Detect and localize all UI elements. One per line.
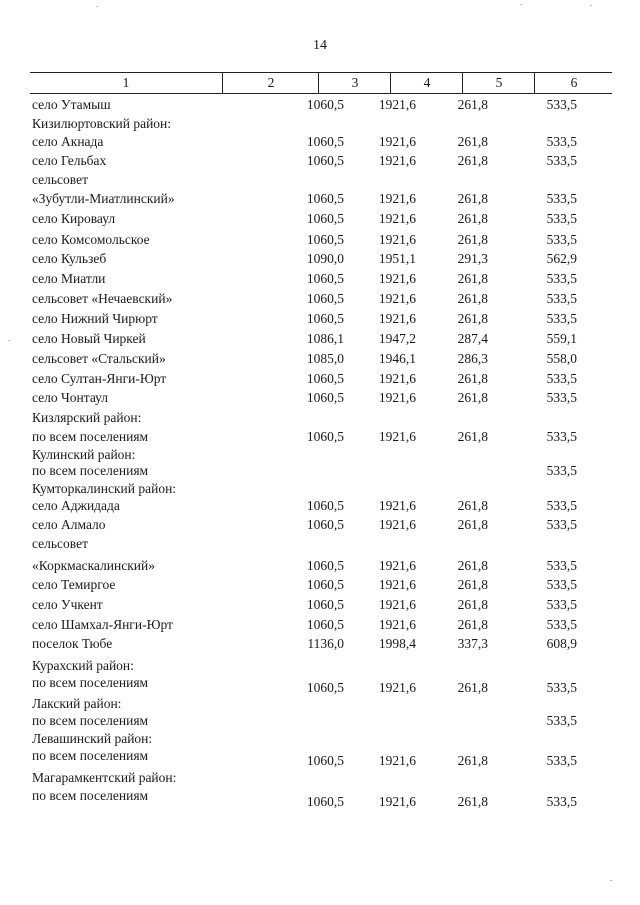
value-col-6: 533,5 [546,577,577,592]
row-label: село Аджидада [32,498,120,513]
value-col-5: 261,8 [457,794,488,809]
value-col-6: 533,5 [546,291,577,306]
value-col-4: 1921,6 [378,311,416,326]
value-col-4: 1921,6 [378,680,416,695]
value-col-6: 533,5 [546,232,577,247]
value-col-6: 558,0 [546,351,577,366]
value-col-4: 1921,6 [378,153,416,168]
row-label: село Чонтаул [32,390,109,405]
row-label: село Гельбах [32,153,107,168]
row-label: село Миатли [32,271,106,286]
value-col-4: 1921,6 [378,390,416,405]
row-label: по всем поселениям [32,429,149,444]
column-header-4: 4 [390,73,463,93]
row-label: «Коркмаскалинский» [32,558,155,573]
value-col-5: 261,8 [457,97,488,112]
table-row [0,515,640,534]
value-col-5: 261,8 [457,211,488,226]
value-col-4: 1921,6 [378,517,416,532]
column-header-5: 5 [462,73,535,93]
value-col-5: 261,8 [457,498,488,513]
table-row [0,349,640,368]
value-col-6: 533,5 [546,463,577,478]
table-row [0,170,640,189]
row-label: село Акнада [32,134,104,149]
scan-speck [520,4,522,5]
value-col-3: 1060,5 [306,558,344,573]
row-label: Кумторкалинский район: [32,481,177,496]
value-col-3: 1136,0 [307,636,344,651]
table-row [0,496,640,515]
table-row [0,209,640,228]
value-col-3: 1060,5 [306,577,344,592]
value-col-4: 1921,6 [378,97,416,112]
value-col-5: 261,8 [457,271,488,286]
value-col-4: 1921,6 [378,577,416,592]
value-col-6: 533,5 [546,713,577,728]
value-col-4: 1921,6 [378,597,416,612]
row-label: Левашинский район: [32,731,153,746]
value-col-4: 1921,6 [378,232,416,247]
value-col-4: 1921,6 [378,617,416,632]
value-col-3: 1090,0 [306,251,344,266]
row-label: поселок Тюбе [32,636,113,651]
value-col-3: 1060,5 [306,429,344,444]
row-label: село Шамхал-Янги-Юрт [32,617,173,632]
value-col-3: 1060,5 [306,97,344,112]
column-header-1: 1 [122,75,130,90]
table-row [0,534,640,553]
value-col-3: 1060,5 [306,390,344,405]
scan-speck [610,880,612,881]
value-col-5: 261,8 [457,680,488,695]
table-row [0,230,640,249]
value-col-5: 286,3 [457,351,488,366]
value-col-4: 1921,6 [378,191,416,206]
value-col-3: 1060,5 [306,211,344,226]
value-col-4: 1998,4 [378,636,416,651]
value-col-3: 1060,5 [306,271,344,286]
row-label: «Зубутли-Миатлинский» [32,191,175,206]
scan-speck [8,340,10,341]
row-label: Магарамкентский район: [32,770,177,785]
value-col-5: 261,8 [457,617,488,632]
value-col-6: 562,9 [546,251,577,266]
value-col-5: 261,8 [457,191,488,206]
value-col-4: 1951,1 [378,251,416,266]
value-col-6: 533,5 [546,753,577,768]
value-col-6: 533,5 [546,134,577,149]
row-label: село Алмало [32,517,106,532]
value-col-6: 533,5 [546,371,577,386]
value-col-5: 261,8 [457,429,488,444]
table-row [0,615,640,634]
row-label: Лакский район: [32,696,122,711]
row-label: Кулинский район: [32,447,136,462]
value-col-3: 1060,5 [306,517,344,532]
value-col-6: 533,5 [546,558,577,573]
table-row [0,369,640,388]
value-col-3: 1060,5 [306,597,344,612]
value-col-5: 261,8 [457,558,488,573]
value-col-3: 1060,5 [306,191,344,206]
row-label: по всем поселениям [32,748,149,763]
value-col-6: 533,5 [546,680,577,695]
value-col-6: 533,5 [546,517,577,532]
column-header-3: 3 [318,73,391,93]
value-col-5: 261,8 [457,371,488,386]
value-col-6: 533,5 [546,271,577,286]
value-col-5: 291,3 [457,251,488,266]
table-header [30,72,612,94]
value-col-6: 533,5 [546,597,577,612]
value-col-6: 533,5 [546,153,577,168]
table-row [0,461,640,480]
value-col-3: 1060,5 [306,794,344,809]
value-col-3: 1060,5 [306,311,344,326]
table-row [0,269,640,288]
value-col-6: 533,5 [546,794,577,809]
value-col-4: 1921,6 [378,558,416,573]
value-col-5: 261,8 [457,597,488,612]
value-col-4: 1921,6 [378,429,416,444]
row-label: по всем поселениям [32,463,149,478]
table-row [0,329,640,348]
row-label: Кизилюртовский район: [32,116,172,131]
table-row [0,673,640,695]
row-label: село Учкент [32,597,103,612]
value-col-3: 1085,0 [306,351,344,366]
row-label: сельсовет [32,536,88,551]
value-col-6: 533,5 [546,498,577,513]
value-col-4: 1921,6 [378,498,416,513]
row-label: село Темиргое [32,577,116,592]
row-label: сельсовет «Стальский» [32,351,166,366]
value-col-6: 533,5 [546,617,577,632]
row-label: село Комсомольское [32,232,150,247]
value-col-5: 261,8 [457,291,488,306]
row-label: по всем поселениям [32,675,149,690]
table-row [0,711,640,730]
value-col-5: 261,8 [457,311,488,326]
value-col-3: 1060,5 [306,232,344,247]
value-col-4: 1946,1 [378,351,416,366]
table-row [0,786,640,809]
column-header-2: 2 [222,73,319,93]
value-col-5: 261,8 [457,753,488,768]
value-col-5: 261,8 [457,390,488,405]
value-col-4: 1921,6 [378,211,416,226]
value-col-5: 261,8 [457,153,488,168]
value-col-6: 533,5 [546,429,577,444]
value-col-3: 1060,5 [306,371,344,386]
row-label: сельсовет [32,172,88,187]
row-label: село Кульзеб [32,251,107,266]
value-col-3: 1060,5 [306,498,344,513]
value-col-5: 261,8 [457,517,488,532]
value-col-6: 533,5 [546,191,577,206]
table-row [0,408,640,427]
value-col-5: 261,8 [457,577,488,592]
row-label: село Утамыш [32,97,111,112]
scan-speck [96,6,98,7]
row-label: село Султан-Янги-Юрт [32,371,167,386]
row-label: сельсовет «Нечаевский» [32,291,173,306]
table-row [0,768,640,787]
table-row [0,132,640,151]
value-col-3: 1060,5 [306,680,344,695]
column-header-6: 6 [534,73,613,93]
table-row [0,634,640,653]
value-col-4: 1921,6 [378,753,416,768]
table-row [0,575,640,594]
table-row [0,746,640,768]
value-col-6: 559,1 [546,331,577,346]
row-label: по всем поселениям [32,713,149,728]
table-row [0,595,640,614]
row-label: село Кироваул [32,211,116,226]
row-label: село Нижний Чирюрт [32,311,158,326]
value-col-3: 1060,5 [306,291,344,306]
table-row [0,249,640,268]
table-row [0,151,640,170]
value-col-5: 337,3 [457,636,488,651]
value-col-4: 1921,6 [378,271,416,286]
value-col-4: 1921,6 [378,794,416,809]
table-row [0,556,640,575]
value-col-3: 1060,5 [306,617,344,632]
value-col-3: 1060,5 [306,134,344,149]
value-col-6: 533,5 [546,211,577,226]
value-col-6: 533,5 [546,390,577,405]
value-col-6: 533,5 [546,311,577,326]
value-col-6: 608,9 [546,636,577,651]
table-row [0,95,640,114]
table-row [0,309,640,328]
page-number: 14 [313,38,327,53]
value-col-4: 1921,6 [378,371,416,386]
scan-speck [590,5,592,6]
row-label: село Новый Чиркей [32,331,146,346]
value-col-4: 1947,2 [378,331,416,346]
value-col-6: 533,5 [546,97,577,112]
value-col-5: 261,8 [457,134,488,149]
value-col-3: 1086,1 [306,331,344,346]
table-row [0,388,640,407]
value-col-3: 1060,5 [306,753,344,768]
table-row [0,114,640,133]
row-label: Курахский район: [32,658,134,673]
table-row [0,289,640,308]
value-col-5: 261,8 [457,232,488,247]
value-col-4: 1921,6 [378,291,416,306]
row-label: по всем поселениям [32,788,149,803]
value-col-3: 1060,5 [306,153,344,168]
row-label: Кизлярский район: [32,410,142,425]
table-row [0,427,640,446]
value-col-5: 287,4 [457,331,488,346]
value-col-4: 1921,6 [378,134,416,149]
table-row [0,189,640,208]
